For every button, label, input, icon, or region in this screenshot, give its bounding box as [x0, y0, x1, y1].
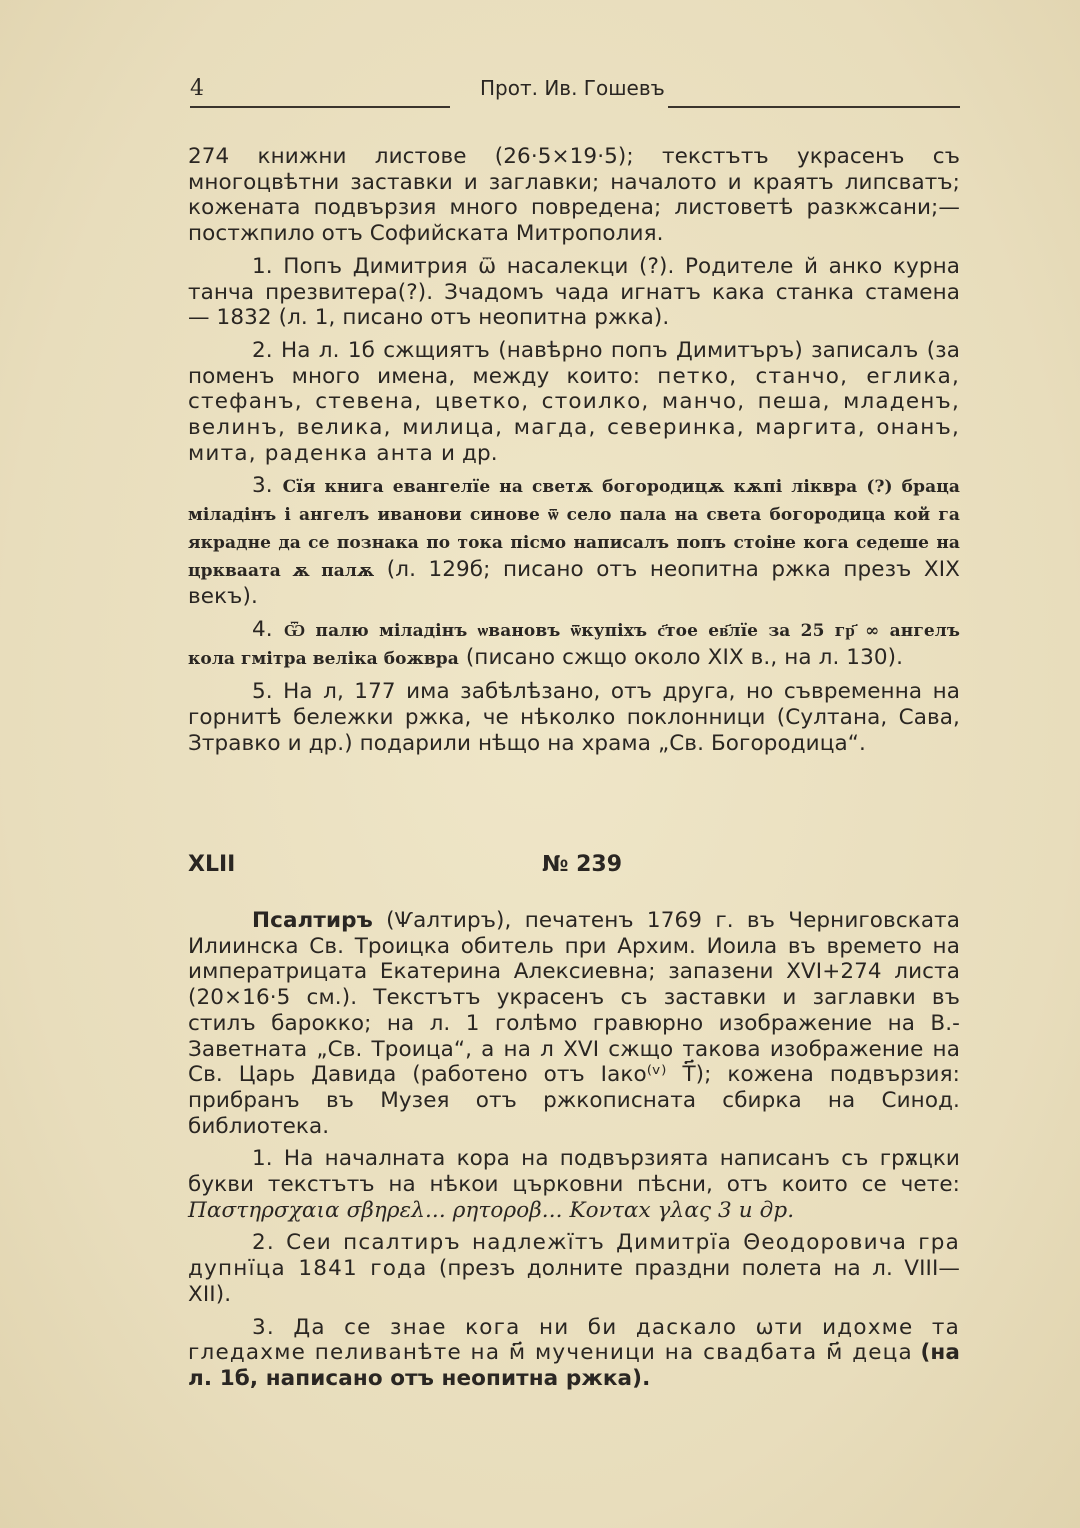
header-rule-right: [668, 106, 960, 108]
entry-1-note-1: 1. Попъ Димитрия ѿ насалекци (?). Родителе й анко курна танча презвитера(?). Зчадомъ чада игнатъ кака станка стамена — 1832 (л. 1, писано отъ неопитна ржка).: [188, 253, 960, 331]
running-title: Прот. Ив. Гошевъ: [480, 76, 665, 100]
entry-1-note-3: [188, 473, 960, 610]
entry-2-note-1-text: 1. На началната кора на подвързията написанъ съ грѫцки букви текстътъ на нѣкои църковни пѣсни, отъ които се чете:: [188, 1146, 960, 1198]
entry-2-note-2-spaced: 2. Сеи псалтиръ надлежїтъ Димитрїа Θеодоровича гра дупнїца 1841 года: [188, 1230, 960, 1282]
header-rule-left: [190, 106, 450, 108]
entry-2-note-3-spaced: 3. Да се знае кога ни би даскало ѡти идохме та гледахме пеливанѣте на м҃ мученици на свадбата м҃ деца: [188, 1314, 960, 1366]
entry-2-note-3-tail: (на л. 1б, написано отъ неопитна ржка).: [188, 1340, 960, 1391]
entry-2-intro: [188, 908, 960, 1139]
note-4-slavonic: Ѿ палю міладінъ ѡвановъ ѿкупіхъ с҃тое ев҃лїе за 25 гр҃ ∞ ангелъ кола гмітра веліка божвра: [188, 620, 961, 669]
entry-2: [188, 908, 960, 1399]
entry-2-note-1: [188, 1146, 960, 1223]
section-roman-numeral: XLII: [188, 852, 236, 877]
note-2-tail: и др.: [441, 440, 498, 466]
entry-1-intro: 274 книжни листове (26·5×19·5); текстътъ украсенъ съ многоцвѣтни заставки и заглавки; началото и краятъ липсватъ; кожената подвързия много повредена; листоветѣ разкжсани;— постжпило отъ Софийската Митрополия.: [188, 144, 960, 247]
note-3-number: 3.: [252, 473, 273, 499]
note-4-number: 4.: [252, 616, 273, 642]
entry-2-note-3: [188, 1315, 960, 1392]
entry-2-description: (Ѱалтиръ), печатенъ 1769 г. въ Черниговската Илиинска Св. Троицка обитель при Архим. Иоила въ времето на императрицата Екатерина Алексиевна; запазени XVI+274 листа (20×16·5 см.). Текстътъ украсенъ съ заставки и заглавки въ стилъ барокко; на л. 1 голѣмо гравюрно изображение на В.-Заветната „Св. Троица“, а на л XVI сжщо такова изображение на Св. Царь Давида (работено отъ Іако⁽ᵛ⁾ Т҃); кожена подвързия: прибранъ въ Музея отъ ржкописната сбирка на Синод. библиотека.: [188, 908, 960, 1139]
note-2-head: 2. На л. 1б сжщиятъ (навѣрно попъ Димитъръ) записалъ (за поменъ много имена, между които:: [188, 337, 960, 389]
note-2-names: петко, станчо, еглика, стефанъ, стевена, цветко, стоилко, манчо, пеша, младенъ, велинъ, велика, милица, магда, северинка, маргита, онанъ, мита, раденка анта: [188, 363, 961, 466]
page-number: 4: [190, 76, 204, 101]
entry-2-note-1-greek: Παστηρσχαια σβηρελ... ρητοροβ... Κονταx γλας 3 и др.: [188, 1197, 795, 1223]
entry-1-note-2: [188, 338, 960, 467]
entry-1-note-4: [188, 617, 960, 672]
note-3-tail: (л. 129б; писано отъ неопитна ржка презъ XIX векъ).: [188, 556, 961, 610]
note-3-slavonic: Сїя книга евангелїе на светѫ богородицѫ кѫпі ліквра (?) браца міладінъ і ангелъ иванови синове ѿ село пала на света богородица кой га якрадне да се познака по тока пісмо написалъ попъ стоіне кога седеше на цркваата ѫ палѫ: [188, 477, 960, 581]
entry-1-note-5: 5. На л, 177 има забѣлѣзано, отъ друга, но съвременна на горнитѣ бележки ржка, че нѣколко поклонници (Султана, Сава, Зтравко и др.) подарили нѣщо на храма „Св. Богородица“.: [188, 679, 960, 756]
entry-2-note-2: [188, 1230, 960, 1307]
entry-1: [188, 144, 960, 763]
entry-2-title: Псалтиръ: [252, 908, 373, 933]
section-heading: [188, 852, 960, 884]
page-header: [190, 76, 960, 110]
note-4-tail: (писано сжщо около XIX в., на л. 130).: [465, 644, 904, 670]
section-number: № 239: [542, 852, 623, 877]
entry-2-note-2-tail: (презъ долните праздни полета на л. VIII—XII).: [188, 1256, 961, 1307]
